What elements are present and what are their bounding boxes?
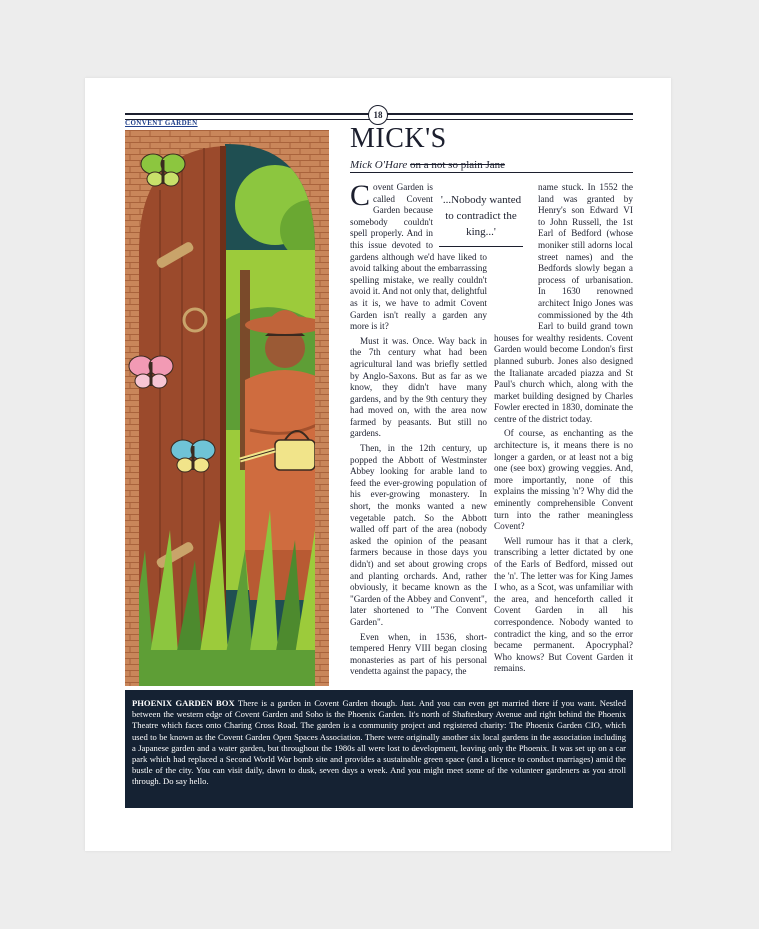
paragraph: Even when, in 1536, short-tempered Henry VIII began closing monasteries as part of his personal vendetta against the papacy, the bbox=[350, 631, 487, 677]
article-column-right bbox=[494, 182, 633, 678]
page-number: 18 bbox=[368, 105, 388, 125]
article-column-left bbox=[350, 179, 522, 681]
box-heading: PHOENIX GARDEN BOX bbox=[132, 698, 235, 708]
article-title: MICK'S bbox=[350, 123, 447, 154]
paragraph: Must it was. Once. Way back in the 7th century what had been agricultural land was briefly settled by Anglo-Saxons. But as far as we know, they didn't have many gardens, and by the 9th century they had moved on, with the area now farmed by peasants. But still no gardens. bbox=[350, 335, 487, 439]
butterfly-icon bbox=[141, 154, 185, 186]
paragraph: name stuck. In 1552 the land was granted by Henry's son Edward VI to John Russell, the 1st Earl of Bedford (whose moniker still adorns local street names) and the Bedfords slowly began a process of urbanisation. In 1630 renowned architect Inigo Jones was commissioned by the 4th Earl to build grand town houses for wealthy residents. Covent Garden would become London's first planned suburb. Jones also designed the Italianate arcaded piazza and St Paul's church which, along with the market building designed by Charles Fowler erected in 1830, dominate the centre of the district today. bbox=[494, 182, 633, 424]
paragraph: C '...Nobody wanted to contradict the king...' ovent Garden is called Covent Garden because somebody couldn't spell properly. And in this issue devoted to gardens although we'd have liked to avoid talking about the embarrassing spelling mistake, we really couldn't avoid it. And not only that, delightful as it is, we have to admit Covent Garden isn't really a garden any more is it? bbox=[350, 179, 522, 332]
byline bbox=[350, 159, 505, 171]
byline-author: Mick O'Hare bbox=[350, 159, 410, 171]
drop-cap: C bbox=[350, 179, 371, 212]
byline-struck-text: on a not so plain Jane bbox=[409, 159, 505, 171]
byline-rule bbox=[350, 172, 633, 173]
paragraph: Well rumour has it that a clerk, transcribing a letter dictated by one of the Earls of Bedford, missed out the 'n'. The letter was for King James I who, as a Scot, was unfamiliar with the area, and henceforth called it Covent Garden in all his correspondence. Nobody wanted to contradict the king, and so the error became permanent. Apocryphal? Who knows? But Covent Garden it remains. bbox=[494, 535, 633, 674]
butterfly-icon bbox=[171, 440, 215, 472]
garden-door-illustration bbox=[125, 130, 329, 686]
butterfly-icon bbox=[129, 356, 173, 388]
box-text: There is a garden in Covent Garden though. Just. And you can even get married there if you want. Nestled between the western edge of Covent Garden and Soho is the Phoenix Garden. It's north of Shaftesbury Avenue and right behind the Phoenix Theatre which faces onto Charing Cross Road. The garden is a community project and registered charity: The Phoenix Garden CIO, which used to be known as the Covent Garden Open Spaces Association. There were originally another six local gardens in the association including a Japanese garden and a water garden, but throughout the 1980s all were lost to development, leaving only the Phoenix. It was set up on a car park which had replaced a Second World War bomb site and provides a sustainable green space (and a licence to conduct marriages) amid the bustle of the city. You can visit daily, dawn to dusk, seven days a week. And you might meet some of the volunteer gardeners as you stroll through. Do say hello. bbox=[132, 698, 626, 787]
magazine-page bbox=[85, 78, 671, 851]
pull-quote: '...Nobody wanted to contradict the king...' bbox=[439, 190, 523, 247]
paragraph: Then, in the 12th century, up popped the Abbott of Westminster Abbey looking for arable land to feed the ever-growing population of his ever-growing monastery. In short, the monks wanted a new vegetable patch. So the Abbott walled off part of the area (nobody asked the opinion of the peasant farmers because in those days you didn't) and set about growing crops and planting orchards. And, rather obviously, it became known as the "Garden of the Abbey and Convent", later shortened to "The Convent Garden". bbox=[350, 443, 487, 627]
paragraph: Of course, as enchanting as the architecture is, it means there is no longer a garden, or at least not a big one (see box) growing veggies. And, more importantly, none of this explains the missing 'n'? Why did the eminently comprehensible Convent turn into the rather meaningless Covent? bbox=[494, 428, 633, 532]
phoenix-garden-box bbox=[125, 690, 633, 808]
section-label: CONVENT GARDEN bbox=[125, 119, 198, 127]
